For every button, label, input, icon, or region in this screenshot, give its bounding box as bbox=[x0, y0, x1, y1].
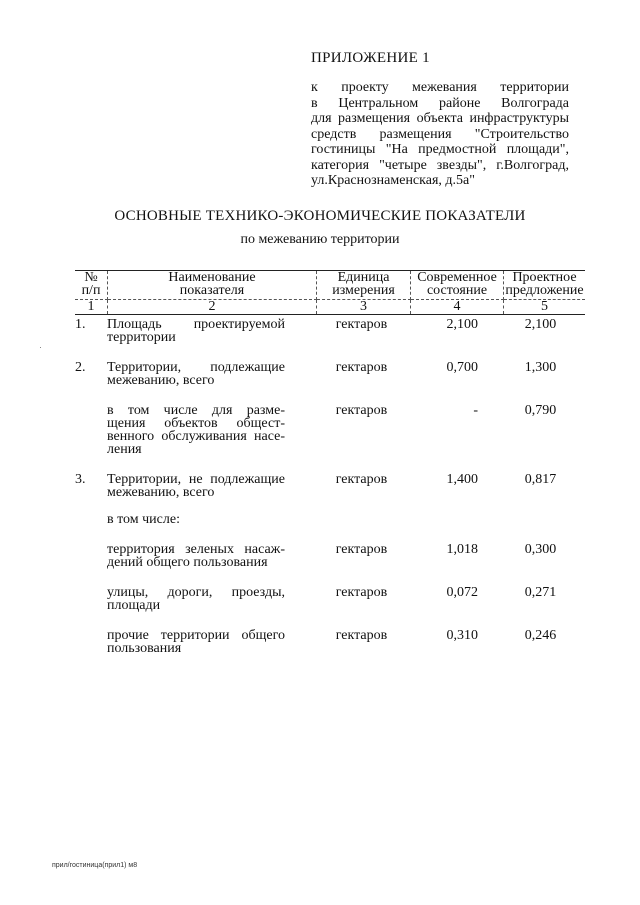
table-row bbox=[75, 513, 581, 526]
row-unit: гектаров bbox=[335, 542, 388, 557]
table-row bbox=[75, 543, 581, 569]
appendix-line: гостиницы "На предмостной площади", bbox=[311, 142, 569, 157]
row-unit: гектаров bbox=[335, 360, 388, 375]
header-text: Единица bbox=[337, 270, 390, 285]
header-text: Проектное bbox=[512, 270, 577, 285]
row-name-line: пользования bbox=[107, 641, 182, 656]
header-text: п/п bbox=[81, 283, 101, 298]
row-number bbox=[75, 586, 107, 612]
row-name-line: площади bbox=[107, 598, 161, 613]
row-proposed-value: 1,300 bbox=[524, 360, 557, 375]
row-unit: гектаров bbox=[335, 403, 388, 418]
indicators-table-header bbox=[75, 270, 585, 315]
row-name-line: территории bbox=[107, 330, 176, 345]
row-unit: гектаров bbox=[335, 585, 388, 600]
row-unit: гектаров bbox=[335, 472, 388, 487]
row-current-value: 0,072 bbox=[446, 585, 478, 600]
row-number bbox=[75, 513, 107, 526]
row-proposed-value: 0,246 bbox=[524, 628, 557, 643]
row-current-value: 0,700 bbox=[446, 360, 478, 375]
row-name-line: ления bbox=[107, 442, 142, 457]
appendix-title: ПРИЛОЖЕНИЕ 1 bbox=[311, 50, 430, 66]
row-name bbox=[107, 404, 315, 456]
row-proposed-value: 0,300 bbox=[524, 542, 557, 557]
table-row bbox=[75, 361, 581, 387]
row-name bbox=[107, 513, 315, 526]
row-unit: гектаров bbox=[335, 628, 388, 643]
column-number: 5 bbox=[504, 300, 586, 315]
table-row bbox=[75, 318, 581, 344]
row-name bbox=[107, 629, 315, 655]
appendix-description bbox=[311, 80, 569, 189]
header-cell-proposed bbox=[504, 271, 586, 300]
appendix-line: средств размещения "Строительство bbox=[311, 126, 569, 142]
row-proposed-value: 0,790 bbox=[524, 403, 557, 418]
row-unit bbox=[315, 513, 408, 526]
row-name-line: венного обслуживания насе- bbox=[107, 429, 285, 444]
column-number: 4 bbox=[411, 300, 504, 315]
row-current-value: 2,100 bbox=[446, 317, 478, 332]
indicators-table-body bbox=[75, 318, 581, 672]
header-text: Наименование bbox=[168, 270, 256, 285]
scan-mark bbox=[40, 347, 41, 348]
row-current-value: - bbox=[473, 403, 478, 418]
row-name-line: в том числе для разме- bbox=[107, 403, 285, 418]
table-row bbox=[75, 629, 581, 655]
table-row bbox=[75, 473, 581, 499]
row-name-line: межеванию, всего bbox=[107, 485, 215, 500]
row-number bbox=[75, 404, 107, 456]
row-number: 1. bbox=[75, 317, 86, 332]
row-proposed-value bbox=[500, 513, 581, 526]
column-number: 3 bbox=[317, 300, 411, 315]
row-name-line: в том числе: bbox=[107, 512, 180, 527]
row-number bbox=[75, 629, 107, 655]
header-text: состояние bbox=[426, 283, 488, 298]
row-current-value bbox=[408, 513, 500, 526]
appendix-line: к проекту межевания территории bbox=[311, 80, 569, 95]
header-cell-unit bbox=[317, 271, 411, 300]
row-number bbox=[75, 543, 107, 569]
row-proposed-value: 0,271 bbox=[524, 585, 557, 600]
row-name-line: прочие территории общего bbox=[107, 628, 285, 643]
header-cell-name bbox=[108, 271, 317, 300]
document-title: ОСНОВНЫЕ ТЕХНИКО-ЭКОНОМИЧЕСКИЕ ПОКАЗАТЕЛИ bbox=[114, 208, 526, 224]
table-row bbox=[75, 586, 581, 612]
row-name-line: дений общего пользования bbox=[107, 555, 268, 570]
row-name-line: межеванию, всего bbox=[107, 373, 215, 388]
header-text: предложение bbox=[505, 283, 584, 298]
column-number: 1 bbox=[75, 300, 108, 315]
header-text: показателя bbox=[179, 283, 245, 298]
row-name bbox=[107, 543, 315, 569]
row-name-line: щения объектов общест- bbox=[107, 416, 285, 431]
document-subtitle: по межеванию территории bbox=[240, 232, 400, 247]
appendix-line: ул.Краснознаменская, д.5а" bbox=[311, 173, 475, 188]
row-name bbox=[107, 318, 315, 344]
row-current-value: 1,400 bbox=[446, 472, 478, 487]
row-name-line: Территории, подлежащие bbox=[107, 360, 285, 375]
row-name-line: территория зеленых насаж- bbox=[107, 542, 285, 557]
row-name bbox=[107, 361, 315, 387]
header-cell-current bbox=[411, 271, 504, 300]
row-proposed-value: 0,817 bbox=[524, 472, 557, 487]
row-current-value: 1,018 bbox=[446, 542, 478, 557]
appendix-line: в Центральном районе Волгограда bbox=[311, 95, 569, 111]
appendix-line: для размещения объекта инфраструктуры bbox=[311, 111, 569, 126]
header-text: Современное bbox=[417, 270, 497, 285]
row-number: 3. bbox=[75, 472, 86, 487]
header-cell-number bbox=[75, 271, 108, 300]
row-proposed-value: 2,100 bbox=[524, 317, 557, 332]
row-current-value: 0,310 bbox=[446, 628, 478, 643]
header-text: № bbox=[84, 270, 98, 285]
header-text: измерения bbox=[332, 283, 395, 298]
row-name bbox=[107, 586, 315, 612]
footer-file-reference: прил/гостиница(прил1) м8 bbox=[52, 862, 138, 869]
row-name-line: Территории, не подлежащие bbox=[107, 472, 285, 487]
row-number: 2. bbox=[75, 360, 86, 375]
row-name bbox=[107, 473, 315, 499]
appendix-line: категория "четыре звезды", г.Волгоград, bbox=[311, 157, 569, 173]
row-name-line: Площадь проектируемой bbox=[107, 317, 285, 332]
row-name-line: улицы, дороги, проезды, bbox=[107, 585, 285, 600]
row-unit: гектаров bbox=[335, 317, 388, 332]
table-row bbox=[75, 404, 581, 456]
column-number: 2 bbox=[108, 300, 317, 315]
